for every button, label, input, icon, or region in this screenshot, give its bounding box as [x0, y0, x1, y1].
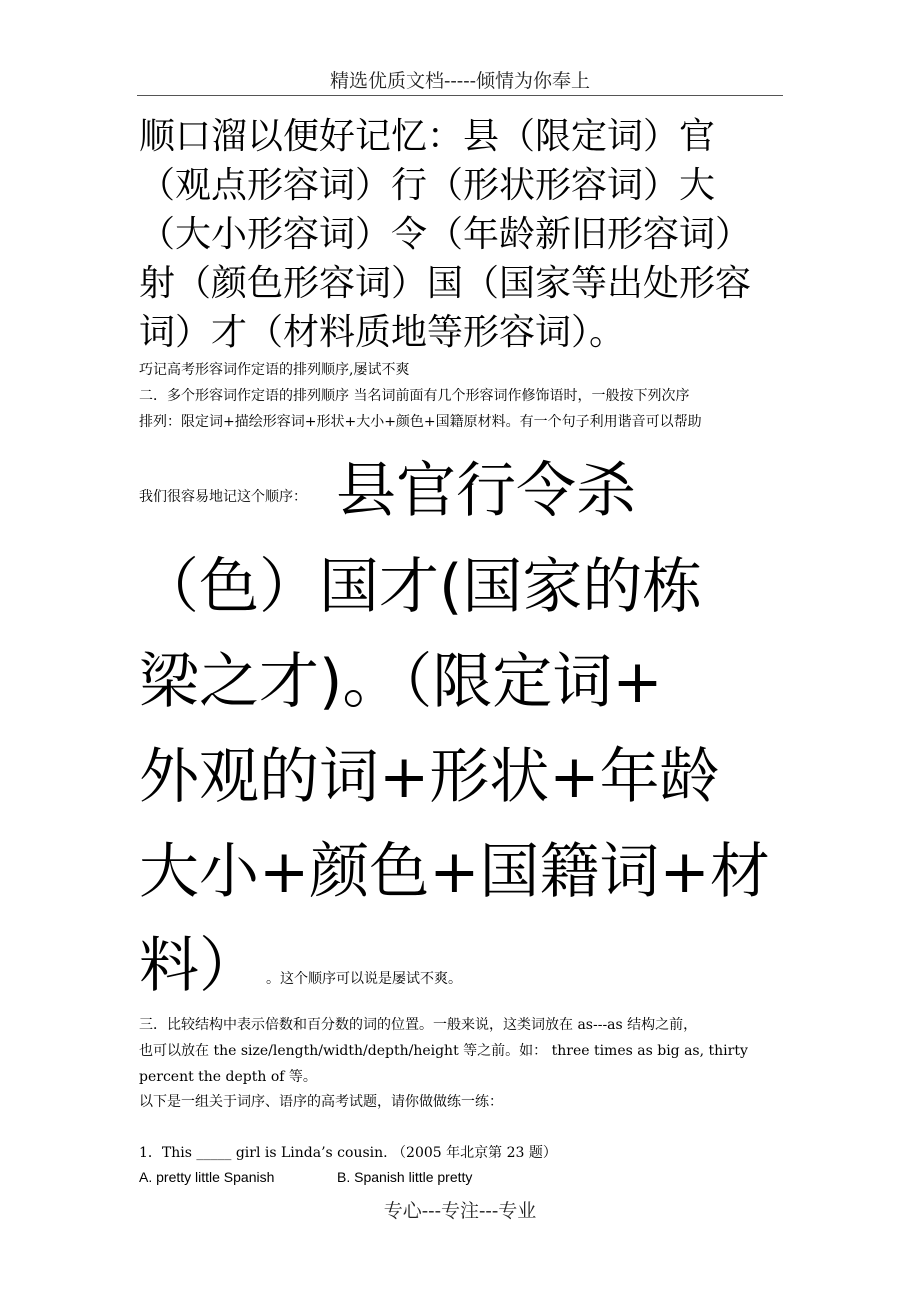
intro-line: 词）才（材料质地等形容词）。 — [139, 312, 626, 353]
mnemonic-line: 县官行令杀 — [336, 456, 636, 526]
section3-line: 三．比较结构中表示倍数和百分数的词的位置。一般来说，这类词放在 as---as 结构之前， — [139, 1017, 698, 1033]
intro-line: 射（颜色形容词）国（国家等出处形容 — [139, 263, 752, 304]
mnemonic-line: 外观的词+形状+年龄 — [139, 742, 720, 812]
section2-lead: 我们很容易地记这个顺序： — [139, 489, 307, 505]
section2-line: 二．多个形容词作定语的排列顺序 当名词前面有几个形容词作修饰语时，一般按下列次序 — [139, 388, 690, 404]
section3-line: 也可以放在 the size/length/width/depth/height 等之前。如： three times as big as, thirty — [139, 1043, 748, 1059]
page-footer: 专心---专注---专业 — [383, 1200, 537, 1222]
intro-line: 顺口溜以便好记忆：县（限定词）官 — [139, 116, 716, 157]
option-a: A. pretty little Spanish — [139, 1169, 275, 1185]
page-header: 精选优质文档-----倾情为你奉上 — [329, 70, 591, 92]
subtitle: 巧记高考形容词作定语的排列顺序,屡试不爽 — [139, 362, 410, 378]
intro-line: （观点形容词）行（形状形容词）大 — [139, 165, 716, 206]
header-divider — [137, 95, 783, 96]
mnemonic-line: 大小+颜色+国籍词+材 — [139, 837, 770, 907]
mnemonic-line: 梁之才)。（限定词+ — [139, 647, 663, 717]
mnemonic-line: 料） — [139, 931, 259, 1001]
intro-line: （大小形容词）令（年龄新旧形容词） — [139, 214, 752, 255]
question-stem: 1．This _____ girl is Linda’s cousin. （2005 年北京第 23 题） — [139, 1145, 557, 1161]
section3-line: percent the depth of 等。 — [139, 1069, 317, 1085]
mnemonic-line: （色）国才(国家的栋 — [139, 552, 703, 622]
section3-line: 以下是一组关于词序、语序的高考试题，请你做做练一练： — [139, 1094, 503, 1110]
section2-line: 排列：限定词+描绘形容词+形状+大小+颜色+国籍原材料。有一个句子利用谐音可以帮助 — [139, 414, 702, 430]
mnemonic-tail: 。这个顺序可以说是屡试不爽。 — [266, 971, 462, 987]
option-b: B. Spanish little pretty — [337, 1169, 473, 1185]
